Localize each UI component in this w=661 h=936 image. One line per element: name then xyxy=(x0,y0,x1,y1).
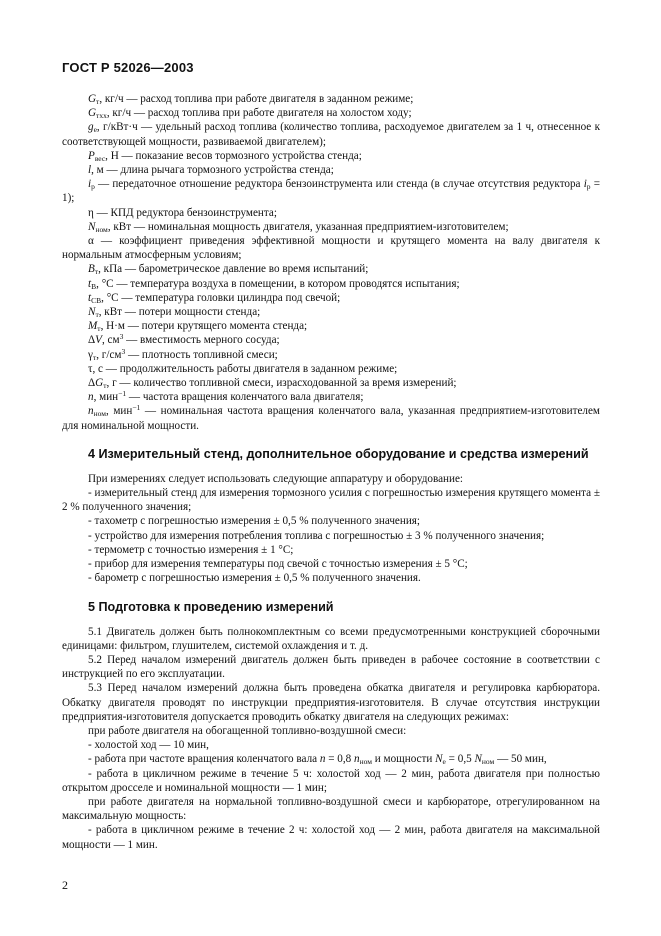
equipment-item: - термометр с точностью измерения ± 1 °С; xyxy=(88,543,294,556)
rich-mixture-item: - работа в цикличном режиме в течение 5 ч: холостой ход — 2 мин, работа двигателя при полностью открытом дросселе и номинальной мощности — 1 мин; xyxy=(62,767,600,794)
definition-alpha: α — коэффициент приведения эффективной мощности и крутящего момента на валу двигателя к нормальным атмосферным условиям; xyxy=(62,235,600,262)
definition-dgt: $\Delta G_т$, г — количество топливной смеси, израсходованной за время измерений; xyxy=(88,377,457,391)
definition-ip: $i_р$ — передаточное отношение редуктора бензоинструмента или стенда (в случае отсутствия редуктора $i_р = 1$); xyxy=(62,178,600,205)
equipment-item: - барометр с погрешностью измерения ± 0,5 % полученного значения. xyxy=(88,572,421,585)
clause-5-2: 5.2 Перед началом измерений двигатель должен быть приведен в рабочее состояние в соответствии с инструкцией по его эксплуатации. xyxy=(62,653,600,681)
rich-mixture-item: - работа при частоте вращения коленчатого вала n = 0,8 $n_{ном}$ и мощности $N_e = 0,5$ $N_{ном}$ — 50 мин, xyxy=(88,753,547,767)
definition-nt: $N_т$, кВт — потери мощности стенда; xyxy=(88,306,261,320)
equipment-item: - прибор для измерения температуры под свечой с точностью измерения ± 5 °С; xyxy=(88,558,468,571)
definition-l: l, м — длина рычага тормозного устройства стенда; xyxy=(88,164,334,177)
equipment-item: - измерительный стенд для измерения тормозного усилия с погрешностью измерения крутящего момента ± 2 % полученного значения; xyxy=(62,487,600,514)
section-4-intro: При измерениях следует использовать следующие аппаратуру и оборудование: xyxy=(88,472,464,485)
section-4-heading: 4 Измерительный стенд, дополнительное оборудование и средства измерений xyxy=(88,446,589,461)
clause-5-3: 5.3 Перед началом измерений должна быть проведена обкатка двигателя и регулировка карбюратора. Обкатку двигателя проводят по инструкции предприятия-изготовителя. В случае отсутствия инструкции предприятия-изготовителя допускается проводить обкатку двигателя на следующих режимах: xyxy=(62,682,600,723)
section-5-heading: 5 Подготовка к проведению измерений xyxy=(88,599,334,614)
definition-dv: ΔV, $см^3$ — вместимость мерного сосуда; xyxy=(88,332,280,347)
rich-mixture-intro: при работе двигателя на обогащенной топливно-воздушной смеси: xyxy=(88,724,407,737)
definition-gamma: $\gamma_т$, $г/см^3$ — плотность топливной смеси; xyxy=(88,346,278,362)
definition-gtxx: $G_{тхх}$, кг/ч — расход топлива при работе двигателя на холостом ходу; xyxy=(88,107,412,121)
document-body xyxy=(62,92,600,852)
clause-5-1: 5.1 Двигатель должен быть полнокомплектным со всеми предусмотренными конструкцией сборочными единицами: фильтром, глушителем, системой охлаждения и т. д. xyxy=(62,625,600,652)
equipment-item: - тахометр с погрешностью измерения ± 0,5 % полученного значения; xyxy=(88,515,421,528)
definition-tau: τ, с — продолжительность работы двигателя в заданном режиме; xyxy=(88,362,398,375)
rich-mixture-item: - холостой ход — 10 мин, xyxy=(88,739,209,752)
definition-mt: $M_т$, Н·м — потери крутящего момента стенда; xyxy=(88,320,308,334)
document-header: ГОСТ Р 52026—2003 xyxy=(62,60,194,75)
definition-ge: $g_e$, г/кВт·ч — удельный расход топлива (количество топлива, расходуемое двигателем за 1 ч, отнесенное к соответствующей мощности, развиваемой двигателем); xyxy=(62,121,600,148)
definition-nnom-rpm: $n_{ном}$, мин$^{-1}$ — номинальная частота вращения коленчатого вала, указанная предприятием-изготовителем для номинальной мощности. xyxy=(62,403,600,432)
page-number: 2 xyxy=(62,878,68,892)
normal-mixture-intro: при работе двигателя на нормальной топливно-воздушной смеси и карбюраторе, отрегулированном на максимальную мощность: xyxy=(62,795,600,823)
normal-mixture-item: - работа в цикличном режиме в течение 2 ч: холостой ход — 2 мин, работа двигателя на максимальной мощности — 1 мин. xyxy=(62,824,600,851)
definition-nnom: $N_{ном}$, кВт — номинальная мощность двигателя, указанная предприятием-изготовителем; xyxy=(88,220,509,234)
definition-pves: $P_{вес}$, Н — показание весов тормозного устройства стенда; xyxy=(88,149,362,163)
definition-bt: $B_т$, кПа — барометрическое давление во время испытаний; xyxy=(88,263,369,277)
definition-tv: $t_В$, °С — температура воздуха в помещении, в котором проводятся испытания; xyxy=(88,277,460,291)
definition-tsv: $t_{СВ}$, °С — температура головки цилиндра под свечой; xyxy=(88,291,341,305)
equipment-item: - устройство для измерения потребления топлива с погрешностью ± 3 % полученного значения; xyxy=(88,529,545,542)
definition-gt: $G_т$, кг/ч — расход топлива при работе двигателя в заданном режиме; xyxy=(88,93,414,106)
definition-eta: η — КПД редуктора бензоинструмента; xyxy=(88,206,277,219)
definition-n: n, мин$^{-1}$ — частота вращения коленчатого вала двигателя; xyxy=(88,389,364,404)
